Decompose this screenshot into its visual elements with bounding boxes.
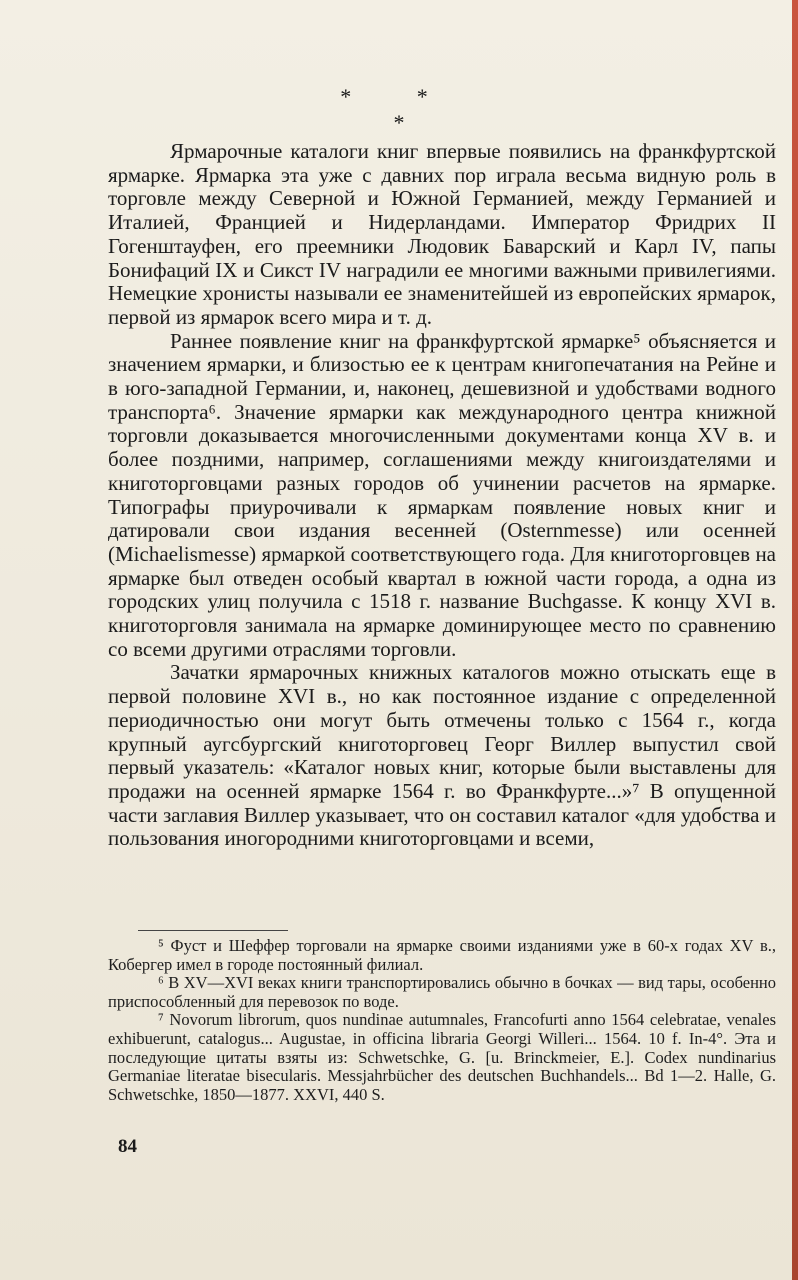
footnote-divider [138, 930, 288, 931]
ornament-stars-top: * * [340, 84, 458, 109]
section-ornament [0, 86, 798, 134]
footnote-7: ⁷ Novorum librorum, quos nundinae autumnales, Francofurti anno 1564 celebratae, venales exhibuerunt, catalogus... Augustae, in officina libraria Georgi Willeri... 1564. 10 f. In-4°. Эта и последующие цитаты взяты из: Schwetschke, G. [u. Brinckmeier, E.]. Codex nundinarius Germaniae literatae bisecularis. Messjahrbücher des deutschen Buchhandels... Bd 1—2. Halle, G. Schwetschke, 1850—1877. XXVI, 440 S. [108, 1010, 776, 1104]
paragraph-2: Раннее появление книг на франкфуртской ярмарке⁵ объясняется и значением ярмарки, и близостью ее к центрам книгопечатания на Рейне и в юго-западной Германии, и, наконец, дешевизной и удобствами водного транспорта⁶. Значение ярмарки как международного центра книжной торговли доказывается многочисленными документами конца XV в. и более поздними, например, соглашениями между книгоиздателями и книготорговцами разных городов об учинении расчетов на ярмарке. Типографы приурочивали к ярмаркам появление новых книг и датировали свои издания весенней (Osternmesse) или осенней (Michaelismesse) ярмаркой соответствующего года. Для книготорговцев на ярмарке был отведен особый квартал в южной части города, а одна из городских улиц получила с 1518 г. название Buchgasse. К концу XVI в. книготорговля занимала на ярмарке доминирующее место по сравнению со всеми другими отраслями торговли. [108, 328, 776, 661]
main-text [108, 140, 776, 851]
footnotes [108, 930, 776, 1104]
paragraph-1: Ярмарочные каталоги книг впервые появились на франкфуртской ярмарке. Ярмарка эта уже с давних пор играла весьма видную роль в торговле между Северной и Южной Германией, между Германией и Италией, Францией и Нидерландами. Император Фридрих II Гогенштауфен, его преемники Людовик Баварский и Карл IV, папы Бонифаций IX и Сикст IV наградили ее многими важными привилегиями. Немецкие хронисты называли ее знаменитейшей из европейских ярмарок, первой из ярмарок всего мира и т. д. [108, 139, 776, 329]
footnote-6: ⁶ В XV—XVI веках книги транспортировались обычно в бочках — вид тары, особенно приспособленный для перевозок по воде. [108, 973, 776, 1011]
paragraph-3: Зачатки ярмарочных книжных каталогов можно отыскать еще в первой половине XVI в., но как постоянное издание с определенной периодичностью они могут быть отмечены только с 1564 г., когда крупный аугсбургский книготорговец Георг Виллер выпустил свой первый указатель: «Каталог новых книг, которые были выставлены для продажи на осенней ярмарке 1564 г. во Франкфурте...»⁷ В опущенной части заглавия Виллер указывает, что он составил каталог «для удобства и пользования иногородними книготорговцами и всеми, [108, 660, 776, 851]
footnote-5: ⁵ Фуст и Шеффер торговали на ярмарке своими изданиями уже в 60-х годах XV в., Кобергер имел в городе постоянный филиал. [108, 936, 776, 974]
page-number: 84 [118, 1136, 137, 1157]
ornament-star-bottom: * [393, 110, 405, 135]
